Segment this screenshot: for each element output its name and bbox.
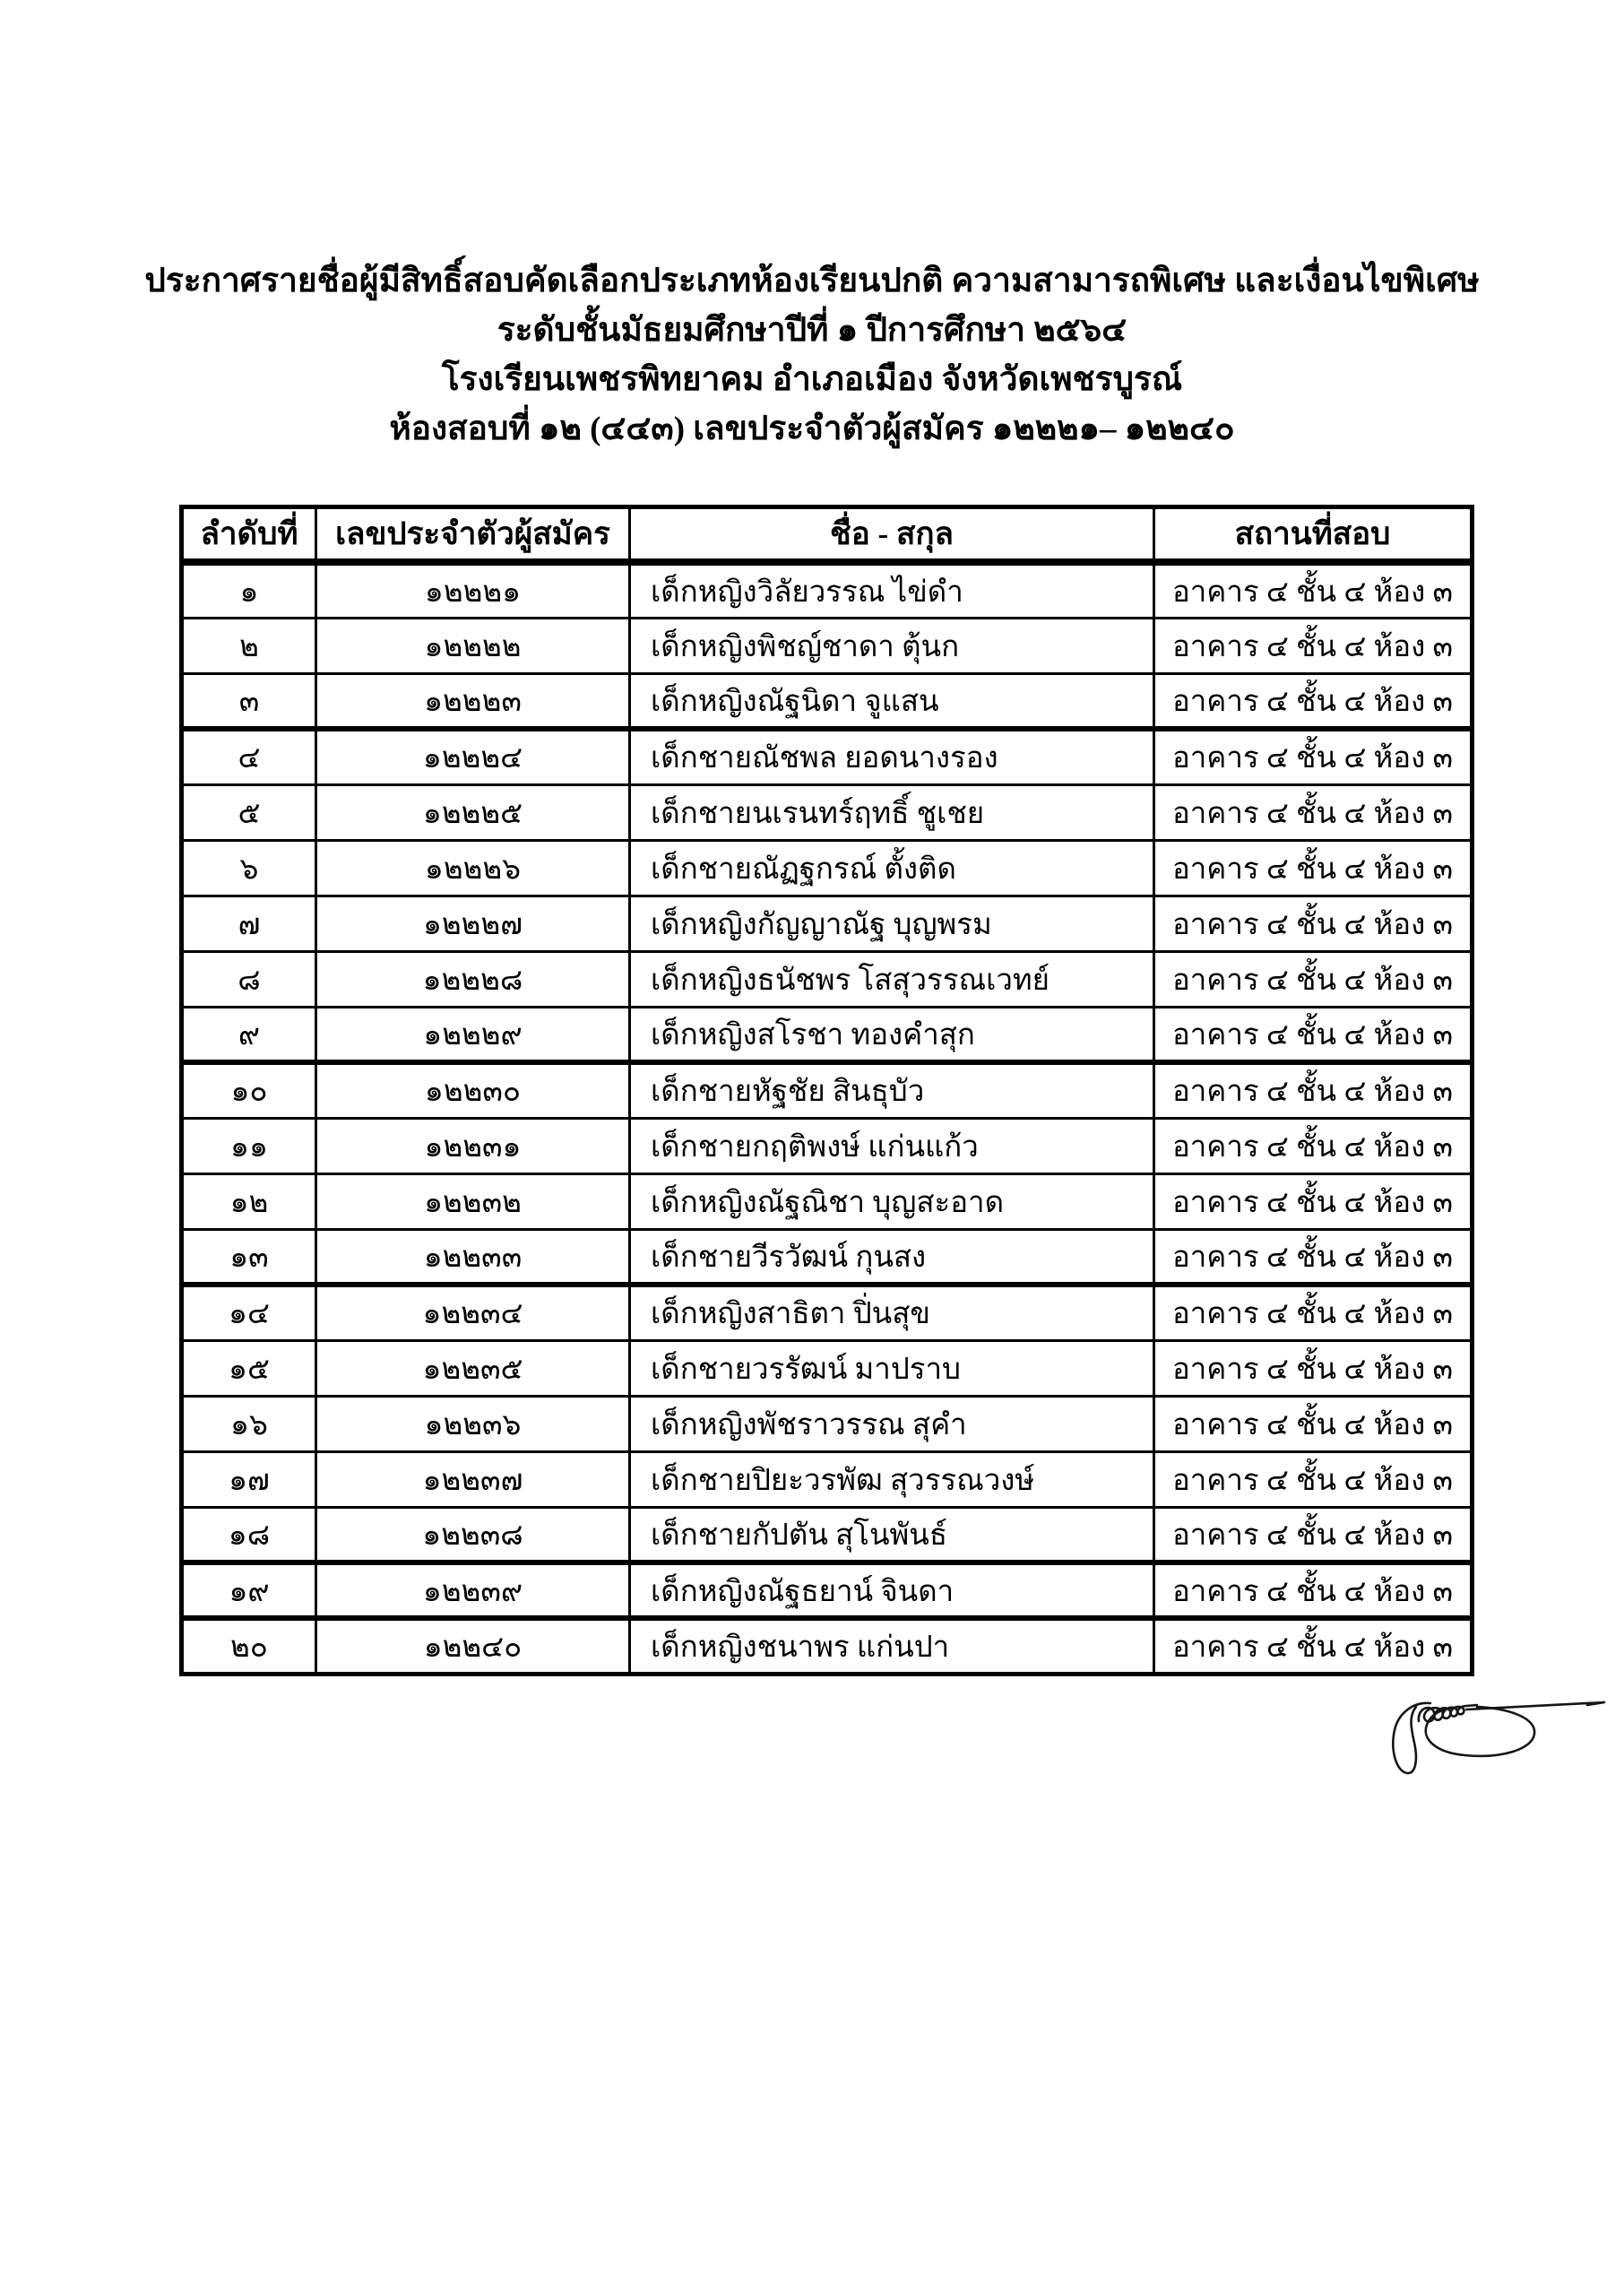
applicant-id: ๑๒๒๓๙ [316,1562,630,1618]
applicant-id: ๑๒๒๒๑ [316,562,630,618]
order-number: ๑๑ [182,1118,316,1173]
student-name: เด็กหญิงณัฐธยาน์ จินดา [630,1562,1154,1618]
applicant-id: ๑๒๒๓๖ [316,1396,630,1451]
order-number: ๓ [182,673,316,729]
student-name: เด็กหญิงณัฐนิดา จูแสน [630,673,1154,729]
exam-venue: อาคาร ๔ ชั้น ๔ ห้อง ๓ [1154,729,1473,784]
student-name: เด็กชายนเรนทร์ฤทธิ์ ชูเชย [630,784,1154,840]
table-row [182,1007,1473,1062]
order-number: ๕ [182,784,316,840]
applicant-id: ๑๒๒๓๓ [316,1229,630,1285]
student-name: เด็กหญิงสาธิตา ปิ่นสุข [630,1285,1154,1340]
applicant-id: ๑๒๒๒๔ [316,729,630,784]
column-header-exam-venue: สถานที่สอบ [1154,507,1473,563]
table-row [182,1562,1473,1618]
table-row [182,729,1473,784]
student-name: เด็กหญิงณัฐณิชา บุญสะอาด [630,1173,1154,1229]
exam-venue: อาคาร ๔ ชั้น ๔ ห้อง ๓ [1154,1507,1473,1562]
student-name: เด็กหญิงสโรชา ทองคำสุก [630,1007,1154,1062]
exam-venue: อาคาร ๔ ชั้น ๔ ห้อง ๓ [1154,896,1473,951]
table-row [182,1507,1473,1562]
student-name: เด็กหญิงวิลัยวรรณ ไข่ดำ [630,562,1154,618]
table-row [182,1340,1473,1396]
applicant-id: ๑๒๒๓๒ [316,1173,630,1229]
student-name: เด็กชายณัฏฐกรณ์ ตั้งติด [630,840,1154,896]
exam-venue: อาคาร ๔ ชั้น ๔ ห้อง ๓ [1154,1118,1473,1173]
order-number: ๒๐ [182,1618,316,1674]
order-number: ๙ [182,1007,316,1062]
column-header-order-number: ลำดับที่ [182,507,316,563]
order-number: ๔ [182,729,316,784]
student-name: เด็กชายกฤติพงษ์ แก่นแก้ว [630,1118,1154,1173]
order-number: ๑๙ [182,1562,316,1618]
document-title-block [0,256,1624,454]
exam-venue: อาคาร ๔ ชั้น ๔ ห้อง ๓ [1154,1007,1473,1062]
student-name: เด็กชายวรรัฒน์ มาปราบ [630,1340,1154,1396]
exam-venue: อาคาร ๔ ชั้น ๔ ห้อง ๓ [1154,618,1473,673]
exam-venue: อาคาร ๔ ชั้น ๔ ห้อง ๓ [1154,1062,1473,1118]
exam-venue: อาคาร ๔ ชั้น ๔ ห้อง ๓ [1154,840,1473,896]
exam-venue: อาคาร ๔ ชั้น ๔ ห้อง ๓ [1154,1396,1473,1451]
applicant-id: ๑๒๒๓๔ [316,1285,630,1340]
applicant-id: ๑๒๒๒๘ [316,951,630,1007]
exam-venue: อาคาร ๔ ชั้น ๔ ห้อง ๓ [1154,1285,1473,1340]
order-number: ๗ [182,896,316,951]
table-row [182,1451,1473,1507]
exam-venue: อาคาร ๔ ชั้น ๔ ห้อง ๓ [1154,1451,1473,1507]
student-name: เด็กหญิงพัชราวรรณ สุคำ [630,1396,1154,1451]
exam-venue: อาคาร ๔ ชั้น ๔ ห้อง ๓ [1154,1229,1473,1285]
order-number: ๑๘ [182,1507,316,1562]
table-row [182,840,1473,896]
title-line-exam-room: ห้องสอบที่ ๑๒ (๔๔๓) เลขประจำตัวผู้สมัคร ๑๒๒๒๑– ๑๒๒๔๐ [389,411,1235,447]
order-number: ๑๒ [182,1173,316,1229]
candidate-table [179,505,1474,1676]
handwritten-signature [1369,1683,1624,1805]
student-name: เด็กชายกัปตัน สุโนพันธ์ [630,1507,1154,1562]
order-number: ๒ [182,618,316,673]
applicant-id: ๑๒๒๒๕ [316,784,630,840]
exam-venue: อาคาร ๔ ชั้น ๔ ห้อง ๓ [1154,673,1473,729]
student-name: เด็กชายณัชพล ยอดนางรอง [630,729,1154,784]
column-header-applicant-id: เลขประจำตัวผู้สมัคร [316,507,630,563]
exam-venue: อาคาร ๔ ชั้น ๔ ห้อง ๓ [1154,1618,1473,1674]
student-name: เด็กชายปิยะวรพัฒ สุวรรณวงษ์ [630,1451,1154,1507]
applicant-id: ๑๒๒๔๐ [316,1618,630,1674]
title-line-school: โรงเรียนเพชรพิทยาคม อำเภอเมือง จังหวัดเพชรบูรณ์ [441,361,1183,398]
order-number: ๑๗ [182,1451,316,1507]
exam-venue: อาคาร ๔ ชั้น ๔ ห้อง ๓ [1154,1340,1473,1396]
table-row [182,951,1473,1007]
table-row [182,1062,1473,1118]
order-number: ๑๕ [182,1340,316,1396]
order-number: ๑๔ [182,1285,316,1340]
applicant-id: ๑๒๒๓๗ [316,1451,630,1507]
student-name: เด็กชายวีรวัฒน์ กุนสง [630,1229,1154,1285]
column-header-student-name: ชื่อ - สกุล [630,507,1154,563]
student-name: เด็กหญิงธนัชพร โสสุวรรณเวทย์ [630,951,1154,1007]
order-number: ๘ [182,951,316,1007]
table-row [182,784,1473,840]
applicant-id: ๑๒๒๒๙ [316,1007,630,1062]
candidate-table-header [182,507,1473,563]
order-number: ๖ [182,840,316,896]
title-line-grade-level: ระดับชั้นมัธยมศึกษาปีที่ ๑ ปีการศึกษา ๒๕๖๔ [497,312,1127,349]
exam-venue: อาคาร ๔ ชั้น ๔ ห้อง ๓ [1154,1562,1473,1618]
order-number: ๑๖ [182,1396,316,1451]
exam-venue: อาคาร ๔ ชั้น ๔ ห้อง ๓ [1154,1173,1473,1229]
order-number: ๑๐ [182,1062,316,1118]
table-row [182,1396,1473,1451]
table-row [182,1229,1473,1285]
table-row [182,896,1473,951]
table-row [182,562,1473,618]
table-row [182,1285,1473,1340]
student-name: เด็กหญิงชนาพร แก่นปา [630,1618,1154,1674]
candidate-table-body [182,562,1473,1674]
exam-venue: อาคาร ๔ ชั้น ๔ ห้อง ๓ [1154,784,1473,840]
applicant-id: ๑๒๒๒๓ [316,673,630,729]
title-line-announcement: ประกาศรายชื่อผู้มีสิทธิ์สอบคัดเลือกประเภทห้องเรียนปกติ ความสามารถพิเศษ และเงื่อนไขพิเศษ [144,263,1480,299]
applicant-id: ๑๒๒๓๕ [316,1340,630,1396]
applicant-id: ๑๒๒๓๘ [316,1507,630,1562]
student-name: เด็กหญิงกัญญาณัฐ บุญพรม [630,896,1154,951]
applicant-id: ๑๒๒๓๐ [316,1062,630,1118]
order-number: ๑๓ [182,1229,316,1285]
signature-scribble-icon [1369,1683,1624,1805]
applicant-id: ๑๒๒๒๒ [316,618,630,673]
table-row [182,618,1473,673]
exam-venue: อาคาร ๔ ชั้น ๔ ห้อง ๓ [1154,562,1473,618]
applicant-id: ๑๒๒๓๑ [316,1118,630,1173]
exam-venue: อาคาร ๔ ชั้น ๔ ห้อง ๓ [1154,951,1473,1007]
student-name: เด็กหญิงพิชญ์ชาดา ตุ้นก [630,618,1154,673]
table-row [182,1173,1473,1229]
table-row [182,673,1473,729]
table-row [182,1618,1473,1674]
table-row [182,1118,1473,1173]
order-number: ๑ [182,562,316,618]
applicant-id: ๑๒๒๒๗ [316,896,630,951]
student-name: เด็กชายหัฐชัย สินธุบัว [630,1062,1154,1118]
applicant-id: ๑๒๒๒๖ [316,840,630,896]
